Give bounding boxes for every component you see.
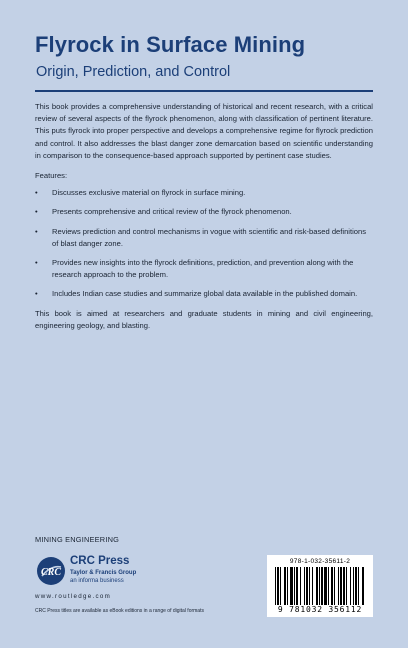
bullet-icon: • — [35, 207, 38, 217]
isbn-label: 978-1-032-35611-2 — [289, 558, 351, 565]
feature-text: Includes Indian case studies and summarize global data available in the published domain. — [52, 289, 358, 299]
book-title: Flyrock in Surface Mining — [35, 32, 306, 57]
subject-category: MINING ENGINEERING — [35, 535, 120, 544]
features-list — [35, 187, 373, 300]
publisher-name: CRC Press — [70, 555, 130, 567]
feature-item — [35, 257, 373, 281]
bullet-icon: • — [35, 289, 38, 299]
feature-item — [35, 206, 373, 218]
publisher-business: an informa business — [70, 578, 124, 584]
barcode-icon — [273, 567, 367, 605]
feature-item — [35, 226, 373, 250]
features-label: Features: — [35, 171, 68, 181]
closing-paragraph: This book is aimed at researchers and graduate students in mining and civil engineering, engineering geology, and blasting. — [35, 308, 373, 330]
feature-text: Discusses exclusive material on flyrock in surface mining. — [52, 188, 246, 198]
logo-text: CRC — [40, 567, 62, 578]
bullet-icon: • — [35, 188, 38, 198]
feature-item — [35, 187, 373, 199]
feature-item — [35, 288, 373, 300]
intro-paragraph: This book provides a comprehensive understanding of historical and recent research, with a critical review of several aspects of the flyrock phenomenon, along with classification of pertinent literature. This puts flyrock into proper perspective and develops a comprehensive regime for flyrock prediction and control. It also addresses the blast danger zone demarcation based on scientific understanding in comparison to the consequence-based approach supported by pertinent case studies. — [35, 102, 373, 160]
feature-text: Reviews prediction and control mechanisms in vogue with scientific and risk-based definitions of blast danger zone. — [52, 226, 367, 248]
bullet-icon: • — [35, 258, 38, 268]
book-subtitle: Origin, Prediction, and Control — [36, 64, 231, 80]
feature-text: Presents comprehensive and critical review of the flyrock phenomenon. — [52, 207, 292, 217]
ebook-note: CRC Press titles are available as eBook editions in a range of digital formats — [35, 608, 204, 614]
ean-digits: 9 781032 356112 — [277, 605, 363, 614]
website-link[interactable]: www.routledge.com — [35, 593, 112, 600]
feature-text: Provides new insights into the flyrock definitions, prediction, and prevention along with the research approach to the problem. — [52, 258, 354, 280]
publisher-group: Taylor & Francis Group — [70, 570, 137, 576]
bullet-icon: • — [35, 226, 38, 236]
title-divider — [35, 90, 373, 92]
crc-press-logo-icon — [36, 556, 66, 586]
description-block — [35, 101, 373, 332]
barcode-box — [267, 555, 373, 617]
